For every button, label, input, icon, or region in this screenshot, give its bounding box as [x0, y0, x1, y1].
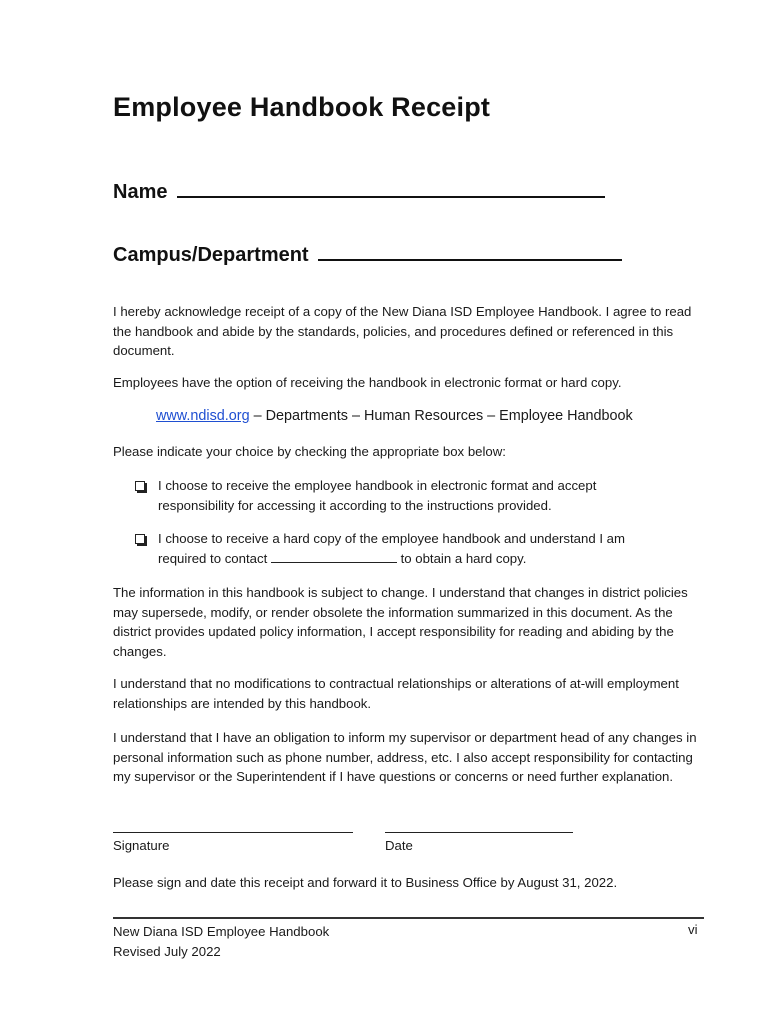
electronic-choice: [135, 476, 655, 515]
sign-instruction-paragraph: Please sign and date this receipt and forward it to Business Office by August 31, 2022.: [113, 875, 618, 890]
handbook-link-line: [156, 407, 716, 427]
acknowledgement-paragraph: I hereby acknowledge receipt of a copy of the New Diana ISD Employee Handbook. I agree to read the handbook and abide by the standards, policies, and procedures defined or referenced in this document.: [113, 304, 692, 358]
footer-text: [113, 922, 329, 961]
subject-to-change-paragraph: The information in this handbook is subject to change. I understand that changes in district policies may supersede, modify, or render obsolete the information summarized in this document. As the district provides updated policy information, I accept responsibility for reading and abiding by the changes.: [113, 585, 688, 659]
ndisd-link[interactable]: www.ndisd.org: [156, 408, 250, 424]
campus-department-field: [113, 241, 622, 267]
hard-copy-text-end: to obtain a hard copy.: [396, 550, 527, 566]
hard-copy-checkbox[interactable]: [135, 534, 145, 544]
footer-divider: [113, 917, 704, 919]
date-label: Date: [385, 838, 413, 853]
obligation-paragraph: I understand that I have an obligation to inform my supervisor or department head of any changes in personal information such as phone number, address, etc. I also accept responsibility for contacting my supervisor or the Superintendent if I have questions or concerns or need further explanation.: [113, 730, 697, 784]
hard-copy-choice-text: [158, 529, 655, 568]
electronic-choice-text: I choose to receive the employee handbook in electronic format and accept responsibility for accessing it according to the instructions provided.: [158, 478, 597, 513]
footer-revision: Revised July 2022: [113, 943, 221, 959]
electronic-checkbox[interactable]: [135, 481, 145, 491]
campus-department-blank-line[interactable]: [318, 241, 622, 261]
signature-label: Signature: [113, 838, 170, 853]
page-title: Employee Handbook Receipt: [113, 92, 491, 122]
handbook-path-text: – Departments – Human Resources – Employee Handbook: [249, 408, 633, 424]
format-option-paragraph: Employees have the option of receiving the handbook in electronic format or hard copy.: [113, 375, 622, 390]
name-label: Name: [113, 181, 168, 203]
name-field: [113, 178, 605, 204]
footer-handbook-name: New Diana ISD Employee Handbook: [113, 924, 330, 939]
contact-blank-line[interactable]: [271, 549, 397, 563]
signature-line[interactable]: [113, 832, 353, 833]
name-blank-line[interactable]: [177, 178, 605, 198]
contractual-paragraph: I understand that no modifications to contractual relationships or alterations of at-will employment relationships are intended by this handbook.: [113, 676, 679, 711]
page-number: vi: [688, 922, 698, 937]
hard-copy-choice: [135, 529, 655, 568]
date-line[interactable]: [385, 832, 573, 833]
hard-copy-text-start: I choose to receive a hard copy of the employee handbook and understand I am required to contact: [158, 531, 625, 566]
campus-department-label: Campus/Department: [113, 244, 309, 266]
indicate-choice-paragraph: Please indicate your choice by checking the appropriate box below:: [113, 444, 506, 459]
